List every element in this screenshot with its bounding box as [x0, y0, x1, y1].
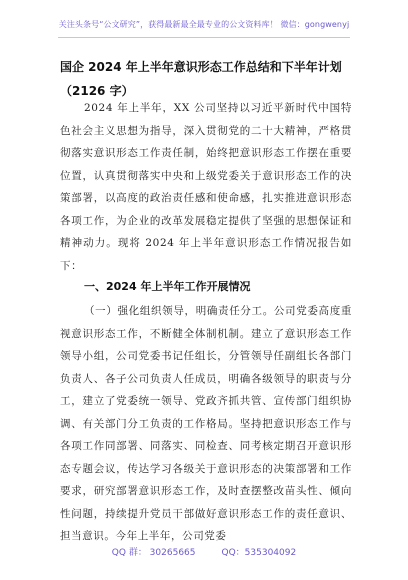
- intro-paragraph: 2024 年上半年，XX 公司坚持以习近平新时代中国特色社会主义思想为指导，深入贯彻党的二十大精神，严格贯彻落实意识形态工作责任制，始终把意识形态工作摆在重要位置，认真贯彻落实中央和上级党委关于意识形态工作的决策部署，以高度的政治责任感和使命感，扎实推进意识形态各项工作，为企业的改革发展稳定提供了坚强的思想保证和精神动力。现将 2024 年上半年意识形态工作情况报告如下：: [60, 102, 352, 272]
- footer-qq: QQ：535304092: [221, 548, 297, 558]
- header-banner: 关注头条号“公文研究”，获得最新最全最专业的公文资料库！ 微信：gongwenyj: [58, 20, 350, 29]
- section-heading: 一、2024 年上半年工作开展情况: [84, 280, 251, 293]
- footer-contact: [0, 545, 408, 558]
- header-divider: [58, 37, 350, 38]
- section-paragraph: （一）强化组织领导，明确责任分工。公司党委高度重视意识形态工作，不断健全体制机制。建立了意识形态工作领导小组，公司党委书记任组长，分管领导任副组长各部门负责人、各子公司负责人任成员，明确各级领导的职责与分工，建立了党委统一领导、党政齐抓共管、宣传部门组织协调、有关部门分工负责的工作格局。坚持把意识形态工作与各项工作同部署、同落实、同检查、同考核定期召开意识形态专题会议，传达学习各级关于意识形态的决策部署和工作要求，研究部署意识形态工作，及时查摆整改苗头性、倾向性问题，持续提升党员干部做好意识形态工作的责任意识、担当意识。今年上半年，公司党委: [60, 305, 352, 542]
- footer-qq-group: QQ 群： 30265665: [111, 548, 196, 558]
- document-title: 国企 2024 年上半年意识形态工作总结和下半年计划（2126 字）: [60, 60, 342, 98]
